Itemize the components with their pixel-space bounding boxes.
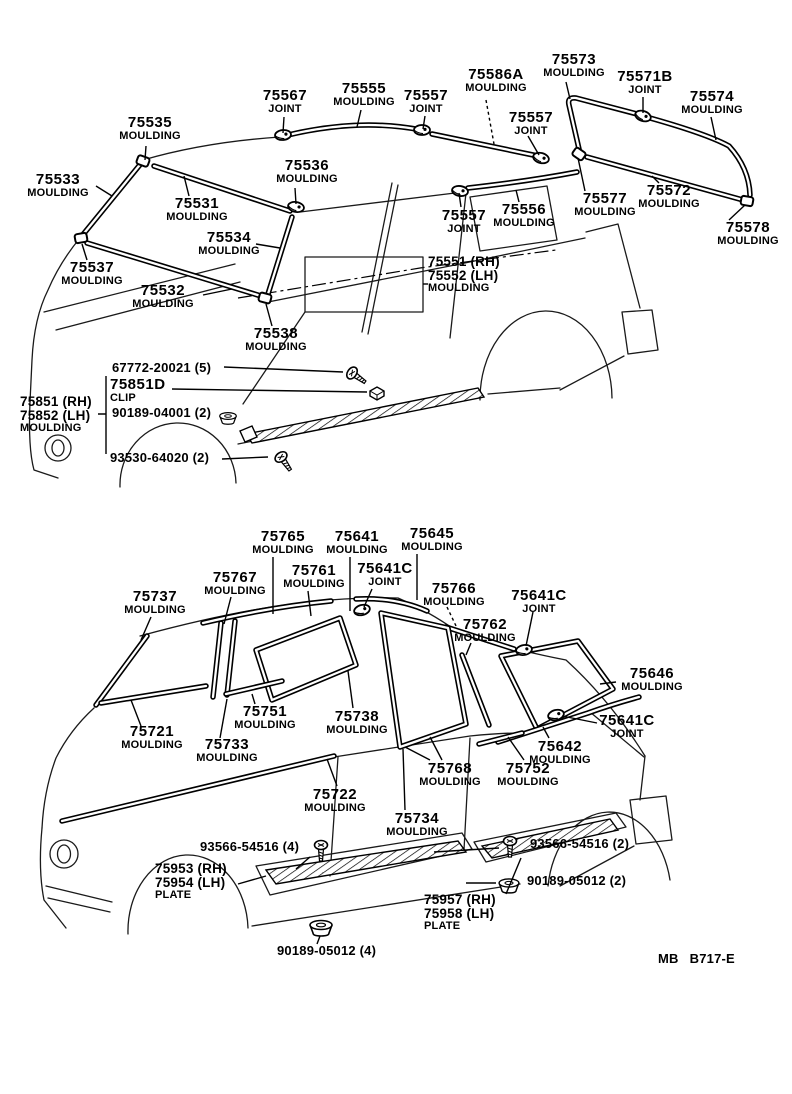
- label-75641: 75641 MOULDING: [326, 528, 388, 556]
- label-75572: 75572 MOULDING: [638, 182, 700, 210]
- label-75851-75852: 75851 (RH) 75852 (LH) MOULDING: [20, 394, 92, 435]
- label-75766: 75766 MOULDING: [423, 580, 485, 608]
- label-90189-05012-2: 90189-05012 (2): [527, 873, 627, 888]
- label-75537: 75537 MOULDING: [61, 259, 123, 287]
- corner-75577-shape: [572, 147, 587, 161]
- label-75556: 75556 MOULDING: [493, 201, 555, 229]
- corner-75578-shape: [740, 196, 753, 207]
- joint-75641c-shape-b: [515, 644, 532, 657]
- label-75573: 75573 MOULDING: [543, 51, 605, 79]
- label-75722: 75722 MOULDING: [304, 786, 366, 814]
- label-75751: 75751 MOULDING: [234, 703, 296, 731]
- label-67772-20021: 67772-20021 (5): [112, 360, 212, 375]
- label-93566-54516-2: 93566-54516 (2): [530, 836, 630, 851]
- label-93566-54516-4: 93566-54516 (4): [200, 839, 300, 854]
- label-75957-75958: 75957 (RH) 75958 (LH) PLATE: [424, 892, 496, 933]
- label-93530-64020: 93530-64020 (2): [110, 450, 210, 465]
- label-75532: 75532 MOULDING: [132, 282, 194, 310]
- screw-icon: [345, 365, 369, 387]
- label-75642: 75642 MOULDING: [529, 738, 591, 766]
- label-75557-a: 75557 JOINT: [403, 87, 449, 115]
- label-75641c-b: 75641C JOINT: [511, 587, 567, 615]
- car-body-outline-top: [30, 137, 659, 487]
- label-75765: 75765 MOULDING: [252, 528, 314, 556]
- rocker-panel-moulding: [240, 388, 484, 443]
- grommet-icon: [220, 413, 237, 425]
- label-75953-75954: 75953 (RH) 75954 (LH) PLATE: [155, 861, 227, 902]
- label-75574: 75574 MOULDING: [681, 88, 743, 116]
- label-75555: 75555 MOULDING: [333, 80, 395, 108]
- label-75737: 75737 MOULDING: [124, 588, 186, 616]
- label-90189-05012-4: 90189-05012 (4): [277, 943, 377, 958]
- label-75551-75552: 75551 (RH) 75552 (LH) MOULDING: [428, 254, 500, 295]
- label-75767: 75767 MOULDING: [204, 569, 266, 597]
- label-75577: 75577 MOULDING: [574, 190, 636, 218]
- label-75721: 75721 MOULDING: [121, 723, 183, 751]
- label-75567: 75567 JOINT: [262, 87, 308, 115]
- label-75851d-clip: 75851D CLIP: [110, 376, 166, 404]
- label-75586a: 75586A MOULDING: [465, 66, 527, 94]
- clip-icon: [370, 387, 384, 400]
- label-75761: 75761 MOULDING: [283, 562, 345, 590]
- label-75557-c: 75557 JOINT: [441, 207, 487, 235]
- grommet-icon: [310, 921, 332, 937]
- joint-75557-shape-b: [532, 151, 550, 165]
- label-75734: 75734 MOULDING: [386, 810, 448, 838]
- label-75538: 75538 MOULDING: [245, 325, 307, 353]
- label-75557-b: 75557 JOINT: [508, 109, 554, 137]
- screw-icon: [273, 450, 295, 474]
- corner-75537-shape: [74, 233, 87, 244]
- label-90189-04001: 90189-04001 (2): [112, 405, 212, 420]
- page-code: MB B717-E: [658, 951, 735, 966]
- label-75533: 75533 MOULDING: [27, 171, 89, 199]
- label-75645: 75645 MOULDING: [401, 525, 463, 553]
- label-75738: 75738 MOULDING: [326, 708, 388, 736]
- label-75534: 75534 MOULDING: [198, 229, 260, 257]
- label-75646: 75646 MOULDING: [621, 665, 683, 693]
- label-75768: 75768 MOULDING: [419, 760, 481, 788]
- joint-75557-shape-a: [414, 125, 430, 135]
- corner-75538-shape: [258, 292, 272, 304]
- label-75536: 75536 MOULDING: [276, 157, 338, 185]
- label-75641c-c: 75641C JOINT: [599, 712, 655, 740]
- joint-75641c-shape-a: [353, 603, 371, 617]
- label-75752: 75752 MOULDING: [497, 760, 559, 788]
- label-75762: 75762 MOULDING: [454, 616, 516, 644]
- label-75578: 75578 MOULDING: [717, 219, 779, 247]
- label-75535: 75535 MOULDING: [119, 114, 181, 142]
- label-75733: 75733 MOULDING: [196, 736, 258, 764]
- label-75641c-a: 75641C JOINT: [357, 560, 413, 588]
- label-75571b: 75571B JOINT: [617, 68, 673, 96]
- label-75531: 75531 MOULDING: [166, 195, 228, 223]
- screw-icon: [315, 841, 328, 862]
